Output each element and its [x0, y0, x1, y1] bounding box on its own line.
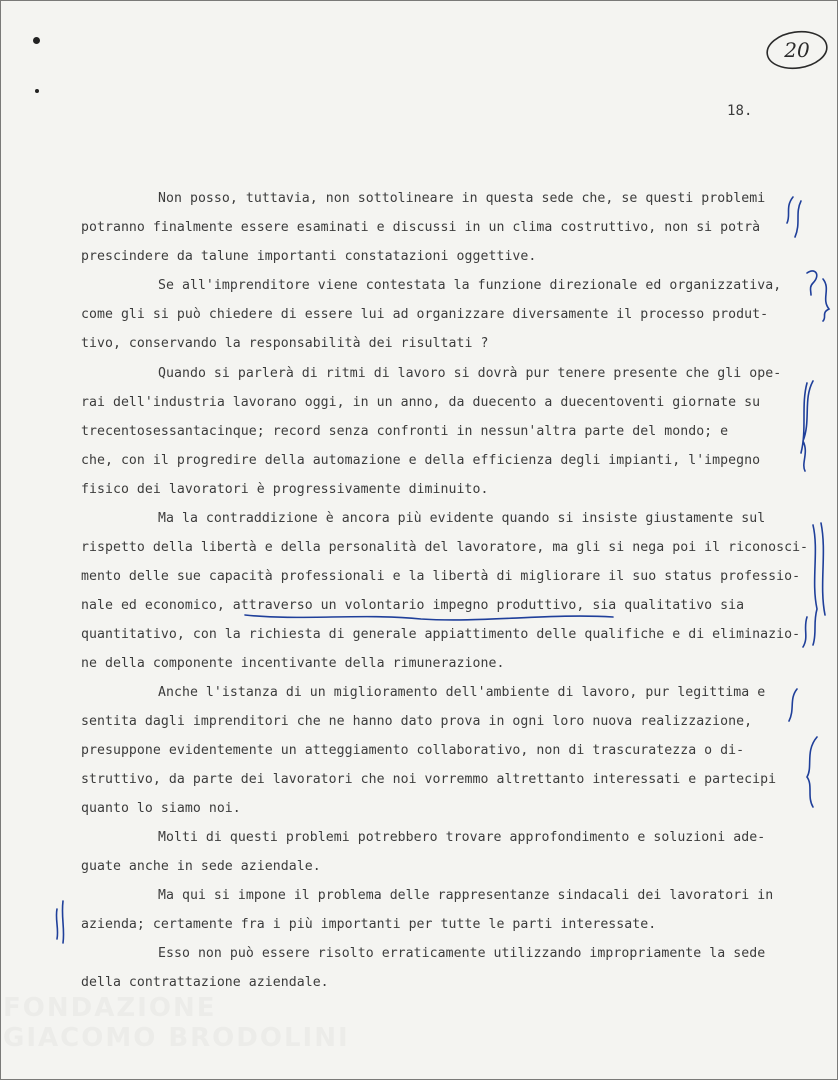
text-line: Ma la contraddizione è ancora più evidente quando si insiste giustamente sul	[158, 511, 766, 526]
text-line: tivo, conservando la responsabilità dei risultati ?	[81, 336, 489, 351]
text-line: Molti di questi problemi potrebbero trovare approfondimento e soluzioni ade-	[158, 830, 766, 845]
watermark-line-1: FONDAZIONE	[3, 993, 217, 1023]
text-line: ne della componente incentivante della rimunerazione.	[81, 656, 505, 671]
text-line: quanto lo siamo noi.	[81, 801, 241, 816]
text-line: quantitativo, con la richiesta di generale appiattimento delle qualifiche e di eliminazio-	[81, 627, 801, 642]
text-line: rai dell'industria lavorano oggi, in un anno, da duecento a duecentoventi giornate su	[81, 395, 761, 410]
text-line: che, con il progredire della automazione e della efficienza degli impianti, l'impegno	[81, 453, 761, 468]
page-number: 18.	[727, 103, 753, 119]
margin-bracket-paragraph-1	[787, 197, 801, 237]
margin-brace-paragraph-5	[789, 689, 817, 807]
text-line: azienda; certamente fra i più importanti per tutte le parti interessate.	[81, 917, 657, 932]
margin-question-marks	[807, 271, 829, 321]
text-line: potranno finalmente essere esaminati e discussi in un clima costruttivo, non si potrà	[81, 220, 761, 235]
text-line: Non posso, tuttavia, non sottolineare in questa sede che, se questi problemi	[158, 191, 766, 206]
margin-mark-left	[56, 901, 63, 943]
text-line: fisico dei lavoratori è progressivamente diminuito.	[81, 482, 489, 497]
text-line: sentita dagli imprenditori che ne hanno dato prova in ogni loro nuova realizzazione,	[81, 714, 753, 729]
margin-bracket-paragraph-3	[801, 381, 813, 471]
text-line: trecentosessantacinque; record senza confronti in nessun'altra parte del mondo; e	[81, 424, 729, 439]
text-line: della contrattazione aziendale.	[81, 975, 329, 990]
text-line: Anche l'istanza di un miglioramento dell'ambiente di lavoro, pur legittima e	[158, 685, 766, 700]
text-line: Quando si parlerà di ritmi di lavoro si dovrà pur tenere presente che gli ope-	[158, 366, 782, 381]
text-line: Esso non può essere risolto erraticamente utilizzando impropriamente la sede	[158, 946, 766, 961]
text-line: rispetto della libertà e della personalità del lavoratore, ma gli si nega poi il riconosci-	[81, 540, 809, 555]
margin-bracket-paragraph-4	[803, 523, 825, 647]
handwritten-annotations	[1, 1, 837, 1079]
watermark-line-2: GIACOMO BRODOLINI	[3, 1023, 350, 1053]
archive-number: 20	[784, 38, 810, 62]
underline-annotation	[245, 615, 613, 620]
text-line: struttivo, da parte dei lavoratori che noi vorremmo altrettanto interessati e partecipi	[81, 772, 777, 787]
text-line: nale ed economico, attraverso un volontario impegno produttivo, sia qualitativo sia	[81, 598, 745, 613]
text-line: prescindere da talune importanti constatazioni oggettive.	[81, 249, 537, 264]
text-line: Ma qui si impone il problema delle rappresentanze sindacali dei lavoratori in	[158, 888, 774, 903]
text-line: come gli si può chiedere di essere lui ad organizzare diversamente il processo produt-	[81, 307, 769, 322]
text-line: Se all'imprenditore viene contestata la funzione direzionale ed organizzativa,	[158, 278, 782, 293]
text-line: guate anche in sede aziendale.	[81, 859, 321, 874]
text-line: mento delle sue capacità professionali e la libertà di migliorare il suo status professio-	[81, 569, 801, 584]
text-line: presuppone evidentemente un atteggiamento collaborativo, non di trascuratezza o di-	[81, 743, 745, 758]
